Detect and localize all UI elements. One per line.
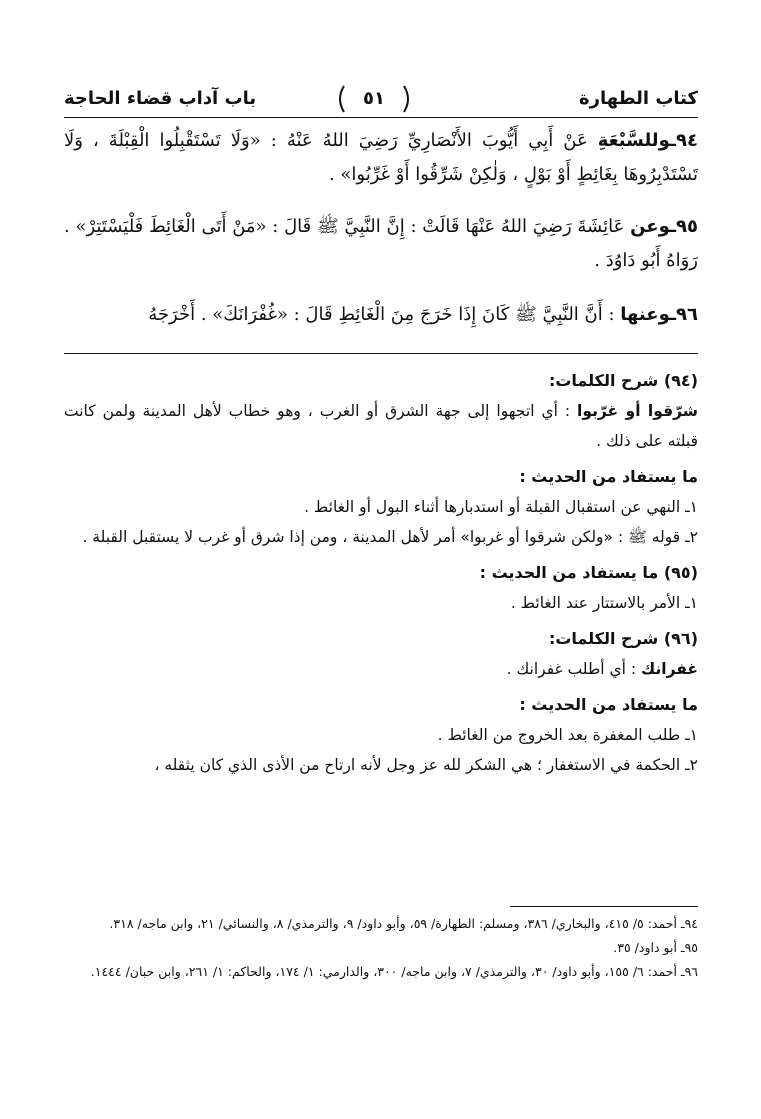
- footnotes: [64, 912, 698, 984]
- term: غفرانك: [641, 660, 698, 678]
- page-number: ٥١: [363, 88, 385, 109]
- section-heading: ما يستفاد من الحديث :: [519, 695, 698, 714]
- footnote: ٩٥ـ أبو داود/ ٣٥.: [613, 940, 698, 955]
- hadith-text: : أَنَّ النَّبِيَّ ﷺ كَانَ إِذَا خَرَجَ مِنَ الْغَائِطِ قَالَ : «غُفْرَانَكَ» . أَخْرَجَهُ: [148, 304, 615, 325]
- definition: : أي اتجهوا إلى جهة الشرق أو الغرب ، وهو خطاب لأهل المدينة ولمن كانت قبلته على ذلك .: [64, 402, 698, 450]
- footnote: ٩٤ـ أحمد: ٥/ ٤١٥، والبخاري/ ٣٨٦، ومسلم: الطهارة/ ٥٩، وأبو داود/ ٩، والترمذي/ ٨، والنسائي/ ٢١، وابن ماجه/ ٣١٨.: [109, 916, 698, 931]
- definition-paragraph: [64, 396, 698, 456]
- hadith-number: ٩٤ـ: [669, 130, 698, 151]
- hadith-number: ٩٥ـ: [669, 216, 698, 237]
- header-divider: [64, 117, 698, 118]
- definition: : أي أطلب غفرانك .: [506, 660, 637, 678]
- commentary: [64, 366, 698, 780]
- benefit-item: ٢ـ قوله ﷺ : «ولكن شرقوا أو غربوا» أمر لأهل المدينة ، ومن إذا شرق أو غرب لا يستقبل القبلة .: [82, 528, 698, 546]
- section-divider: [64, 353, 698, 354]
- footnote-divider: [510, 906, 698, 907]
- hadith-text: عَائِشَةَ رَضِيَ اللهُ عَنْهَا قَالَتْ : إِنَّ النَّبِيَّ ﷺ قَالَ : «مَنْ أَتَى الْغَائِطَ فَلْيَسْتَتِرْ» . رَوَاهُ أَبُو دَاوُدَ .: [63, 216, 698, 271]
- hadith-lead: وعنها: [620, 304, 670, 325]
- hadith-lead: وعن: [630, 216, 670, 237]
- section-heading: ما يستفاد من الحديث :: [519, 467, 698, 486]
- book-title: كتاب الطهارة: [578, 88, 698, 109]
- page-number-ornament: [334, 84, 414, 114]
- chapter-title: باب آداب قضاء الحاجة: [64, 88, 257, 109]
- term: شرّقوا أو غرّبوا: [577, 402, 698, 420]
- footnote: ٩٦ـ أحمد: ٦/ ١٥٥، وأبو داود/ ٣٠، والترمذي/ ٧، وابن ماجه/ ٣٠٠، والدارمي: ١/ ١٧٤، والحاكم: ١/ ٢٦١، وابن حبان/ ١٤٤٤.: [90, 964, 698, 979]
- benefit-item: ٢ـ الحكمة في الاستغفار ؛ هي الشكر لله عز وجل لأنه ارتاح من الأذى الذي كان يثقله ،: [154, 756, 698, 774]
- benefit-item: ١ـ النهي عن استقبال القبلة أو استدبارها أثناء البول أو الغائط .: [304, 498, 698, 516]
- section-heading: (٩٦) شرح الكلمات:: [548, 629, 698, 648]
- benefit-item: ١ـ الأمر بالاستتار عند الغائط .: [510, 594, 698, 612]
- page-header: [64, 84, 698, 118]
- hadith-lead: وللسَّبْعَةِ: [597, 130, 670, 151]
- hadith-text: عَنْ أَبِي أَيُّوبَ الأَنْصَارِيِّ رَضِيَ اللهُ عَنْهُ : «وَلَا تَسْتَقْبِلُوا الْقِبْلَةَ ، وَلَا تَسْتَدْبِرُوهَا بِغَائِطٍ أَوْ بَوْلٍ ، وَلٰكِنْ شَرِّقُوا أَوْ غَرِّبُوا» .: [64, 130, 698, 185]
- hadith-number: ٩٦ـ: [669, 304, 698, 325]
- hadith-96: [64, 298, 698, 332]
- benefit-item: ١ـ طلب المغفرة بعد الخروج من الغائط .: [437, 726, 698, 744]
- section-heading: (٩٤) شرح الكلمات:: [548, 371, 698, 390]
- hadith-94: [64, 124, 698, 192]
- definition-paragraph: [64, 654, 698, 684]
- section-heading: (٩٥) ما يستفاد من الحديث :: [479, 563, 698, 582]
- hadith-95: [64, 210, 698, 278]
